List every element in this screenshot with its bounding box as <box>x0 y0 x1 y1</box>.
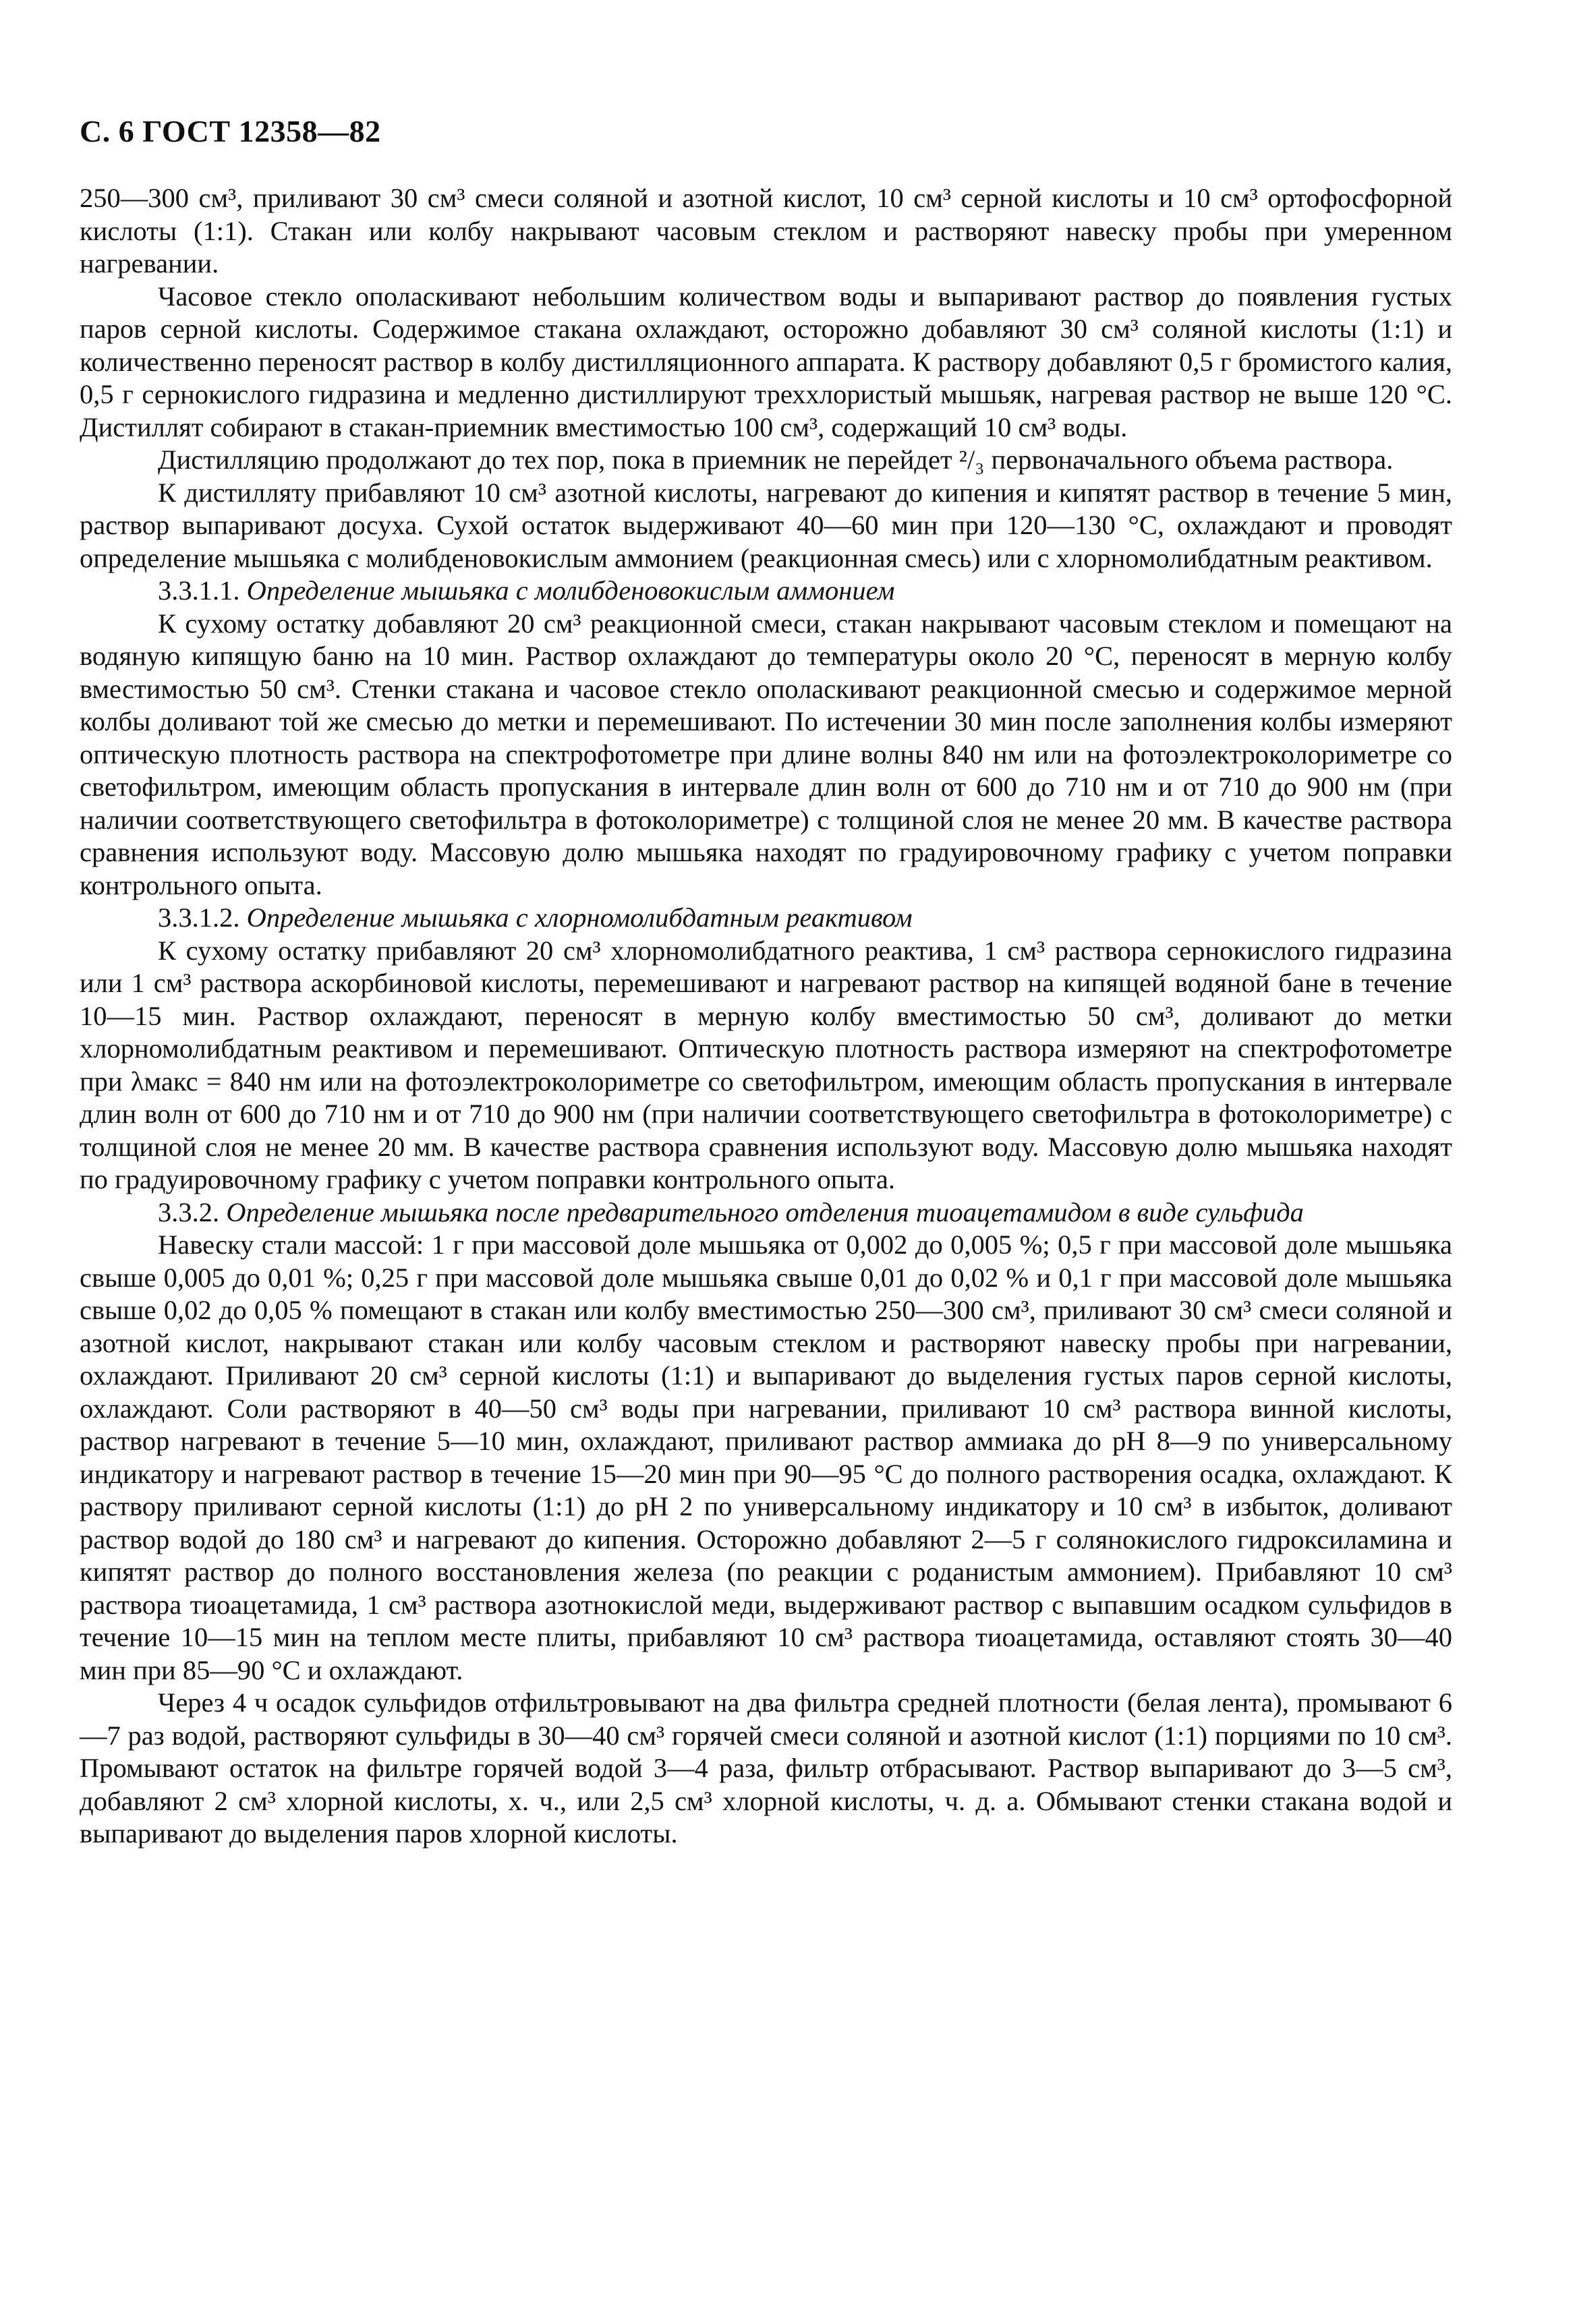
section-number: 3.3.2. <box>158 1196 220 1227</box>
paragraph: Дистилляцию продолжают до тех пор, пока в приемник не перейдет ²/₃ первоначального объема раствора. <box>158 444 1394 475</box>
section-heading <box>80 902 1452 935</box>
paragraph: 250—300 см³, приливают 30 см³ смеси соляной и азотной кислот, 10 см³ серной кислоты и 10 см³ ортофосфорной кислоты (1:1). Стакан или колбу накрывают часовым стеклом и растворяют навеску пробы при умеренном нагревании. <box>80 183 1452 279</box>
paragraph: Часовое стекло ополаскивают небольшим количеством воды и выпаривают раствор до появления густых паров серной кислоты. Содержимое стакана охлаждают, осторожно добавляют 30 см³ соляной кислоты (1:1) и количественно переносят раствор в колбу дистилляционного аппарата. К раствору добавляют 0,5 г бромистого калия, 0,5 г сернокислого гидразина и медленно дистиллируют треххлористый мышьяк, нагревая раствор не выше 120 °С. Дистиллят собирают в стакан-приемник вместимостью 100 см³, содержащий 10 см³ воды. <box>80 281 1452 442</box>
section-heading <box>80 1196 1452 1229</box>
section-number: 3.3.1.2. <box>158 902 240 933</box>
section-number: 3.3.1.1. <box>158 575 240 606</box>
paragraph: К сухому остатку прибавляют 20 см³ хлорномолибдатного реактива, 1 см³ раствора сернокислого гидразина или 1 см³ раствора аскорбиновой кислоты, перемешивают и нагревают раствор на кипящей водяной бане в течение 10—15 мин. Раствор охлаждают, переносят в мерную колбу вместимостью 50 см³, доливают до метки хлорномолибдатным реактивом и перемешивают. Оптическую плотность раствора измеряют на спектрофотометре при λмакс = 840 нм или на фотоэлектроколориметре со светофильтром, имеющим область пропускания в интервале длин волн от 600 до 710 нм и от 710 до 900 нм (при наличии соответствующего светофильтра в фотоколориметре) с толщиной слоя не менее 20 мм. В качестве раствора сравнения используют воду. Массовую долю мышьяка находят по градуировочному графику с учетом поправки контрольного опыта. <box>80 935 1452 1194</box>
document-body <box>80 182 1452 1851</box>
section-heading <box>80 575 1452 608</box>
running-header: С. 6 ГОСТ 12358—82 <box>80 114 381 148</box>
section-title: Определение мышьяка с молибденовокислым аммонием <box>246 575 895 606</box>
paragraph: Навеску стали массой: 1 г при массовой доле мышьяка от 0,002 до 0,005 %; 0,5 г при массовой доле мышьяка свыше 0,005 до 0,01 %; 0,25 г при массовой доле мышьяка свыше 0,01 до 0,02 % и 0,1 г при массовой доле мышьяка свыше 0,02 до 0,05 % помещают в стакан или колбу вместимостью 250—300 см³, приливают 30 см³ смеси соляной и азотной кислот, накрывают стакан или колбу часовым стеклом и растворяют навеску пробы при нагревании, охлаждают. Приливают 20 см³ серной кислоты (1:1) и выпаривают до выделения густых паров серной кислоты, охлаждают. Соли растворяют в 40—50 см³ воды при нагревании, приливают 10 см³ раствора винной кислоты, раствор нагревают в течение 5—10 мин, охлаждают, приливают раствор аммиака до рН 8—9 по универсальному индикатору и нагревают раствор в течение 15—20 мин при 90—95 °С до полного растворения осадка, охлаждают. К раствору приливают серной кислоты (1:1) до рН 2 по универсальному индикатору и 10 см³ в избыток, доливают раствор водой до 180 см³ и нагревают до кипения. Осторожно добавляют 2—5 г солянокислого гидроксиламина и кипятят раствор до полного восстановления железа (по реакции с роданистым аммонием). Прибавляют 10 см³ раствора тиоацетамида, 1 см³ раствора азотнокислой меди, выдерживают раствор с выпавшим осадком сульфидов в течение 10—15 мин на теплом месте плиты, прибавляют 10 см³ раствора тиоацетамида, оставляют стоять 30—40 мин при 85—90 °С и охлаждают. <box>80 1229 1452 1685</box>
section-title: Определение мышьяка после предварительного отделения тиоацетамидом в виде сульфида <box>226 1196 1304 1227</box>
paragraph: Через 4 ч осадок сульфидов отфильтровывают на два фильтра средней плотности (белая лента), промывают 6—7 раз водой, растворяют сульфиды в 30—40 см³ горячей смеси соляной и азотной кислот (1:1) порциями по 10 см³. Промывают остаток на фильтре горячей водой 3—4 раза, фильтр отбрасывают. Раствор выпаривают до 3—5 см³, добавляют 2 см³ хлорной кислоты, х. ч., или 2,5 см³ хлорной кислоты, ч. д. а. Обмывают стенки стакана водой и выпаривают до выделения паров хлорной кислоты. <box>80 1687 1452 1849</box>
paragraph: К сухому остатку добавляют 20 см³ реакционной смеси, стакан накрывают часовым стеклом и помещают на водяную кипящую баню на 10 мин. Раствор охлаждают до температуры около 20 °С, переносят в мерную колбу вместимостью 50 см³. Стенки стакана и часовое стекло ополаскивают реакционной смесью и содержимое мерной колбы доливают той же смесью до метки и перемешивают. По истечении 30 мин после заполнения колбы измеряют оптическую плотность раствора на спектрофотометре при длине волны 840 нм или на фотоэлектроколориметре со светофильтром, имеющим область пропускания в интервале длин волн от 600 до 710 нм и от 710 до 900 нм (при наличии соответствующего светофильтра в фотоколориметре) с толщиной слоя не менее 20 мм. В качестве раствора сравнения используют воду. Массовую долю мышьяка находят по градуировочному графику с учетом поправки контрольного опыта. <box>80 608 1452 900</box>
paragraph: К дистилляту прибавляют 10 см³ азотной кислоты, нагревают до кипения и кипятят раствор в течение 5 мин, раствор выпаривают досуха. Сухой остаток выдерживают 40—60 мин при 120—130 °С, охлаждают и проводят определение мышьяка с молибденовокислым аммонием (реакционная смесь) или с хлорномолибдатным реактивом. <box>80 477 1452 573</box>
section-title: Определение мышьяка с хлорномолибдатным реактивом <box>246 902 913 933</box>
